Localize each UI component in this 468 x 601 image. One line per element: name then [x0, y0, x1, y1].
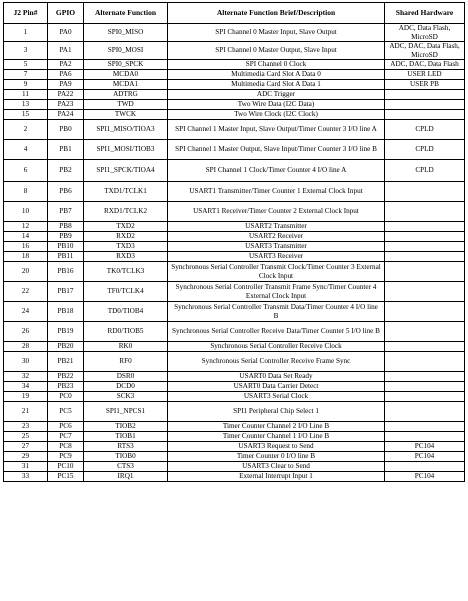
table-row	[4, 342, 465, 352]
cell-alt-function: TXD2	[84, 222, 168, 232]
table-row	[4, 442, 465, 452]
cell-alt-function: SPI1_SPCK/TIOA4	[84, 160, 168, 182]
cell-alt-function: SPI1_MISO/TIOA3	[84, 120, 168, 140]
cell-shared-hardware	[385, 382, 465, 392]
table-row	[4, 202, 465, 222]
cell-gpio: PC0	[48, 392, 84, 402]
cell-alt-function: DCD0	[84, 382, 168, 392]
cell-pin: 12	[4, 222, 48, 232]
table-row	[4, 372, 465, 382]
cell-shared-hardware	[385, 262, 465, 282]
cell-shared-hardware	[385, 392, 465, 402]
cell-gpio: PC9	[48, 452, 84, 462]
cell-shared-hardware: ADC, DAC, Data Flash, MicroSD	[385, 42, 465, 60]
cell-alt-function: SPI0_MISO	[84, 24, 168, 42]
cell-shared-hardware: ADC, DAC, Data Flash	[385, 60, 465, 70]
cell-gpio: PA1	[48, 42, 84, 60]
table-row	[4, 462, 465, 472]
cell-gpio: PB19	[48, 322, 84, 342]
cell-pin: 25	[4, 432, 48, 442]
cell-pin: 24	[4, 302, 48, 322]
cell-pin: 33	[4, 472, 48, 482]
cell-description: Multimedia Card Slot A Data 0	[168, 70, 385, 80]
cell-pin: 9	[4, 80, 48, 90]
table-row	[4, 70, 465, 80]
cell-alt-function: DSR0	[84, 372, 168, 382]
table-row	[4, 452, 465, 462]
cell-gpio: PC7	[48, 432, 84, 442]
cell-alt-function: SCK3	[84, 392, 168, 402]
cell-pin: 23	[4, 422, 48, 432]
cell-pin: 28	[4, 342, 48, 352]
cell-pin: 4	[4, 140, 48, 160]
cell-gpio: PB22	[48, 372, 84, 382]
cell-pin: 3	[4, 42, 48, 60]
cell-alt-function: SPI0_SPCK	[84, 60, 168, 70]
cell-shared-hardware	[385, 202, 465, 222]
cell-alt-function: SPI0_MOSI	[84, 42, 168, 60]
table-row	[4, 422, 465, 432]
cell-pin: 26	[4, 322, 48, 342]
cell-alt-function: SPI1_NPCS1	[84, 402, 168, 422]
cell-gpio: PB17	[48, 282, 84, 302]
cell-pin: 18	[4, 252, 48, 262]
cell-pin: 20	[4, 262, 48, 282]
table-row	[4, 160, 465, 182]
cell-gpio: PC5	[48, 402, 84, 422]
cell-shared-hardware	[385, 182, 465, 202]
cell-description: SPI Channel 1 Clock/Timer Counter 4 I/O line A	[168, 160, 385, 182]
cell-description: SPI Channel 0 Clock	[168, 60, 385, 70]
cell-description: USART1 Receiver/Timer Counter 2 External Clock Input	[168, 202, 385, 222]
cell-alt-function: TWD	[84, 100, 168, 110]
cell-shared-hardware	[385, 110, 465, 120]
cell-gpio: PB11	[48, 252, 84, 262]
cell-shared-hardware	[385, 352, 465, 372]
table-row	[4, 402, 465, 422]
cell-shared-hardware: USER LED	[385, 70, 465, 80]
table-row	[4, 140, 465, 160]
cell-shared-hardware: CPLD	[385, 120, 465, 140]
cell-gpio: PB18	[48, 302, 84, 322]
cell-shared-hardware	[385, 222, 465, 232]
table-row	[4, 472, 465, 482]
table-row	[4, 352, 465, 372]
table-row	[4, 222, 465, 232]
cell-gpio: PB8	[48, 222, 84, 232]
table-row	[4, 282, 465, 302]
table-row	[4, 322, 465, 342]
cell-pin: 6	[4, 160, 48, 182]
cell-alt-function: RF0	[84, 352, 168, 372]
cell-gpio: PB1	[48, 140, 84, 160]
cell-description: Synchronous Serial Controller Transmit Clock/Timer Counter 3 External Clock Input	[168, 262, 385, 282]
cell-description: USART1 Transmitter/Timer Counter 1 External Clock Input	[168, 182, 385, 202]
cell-shared-hardware	[385, 90, 465, 100]
cell-gpio: PB20	[48, 342, 84, 352]
cell-description: Multimedia Card Slot A Data 1	[168, 80, 385, 90]
cell-shared-hardware: PC104	[385, 472, 465, 482]
cell-description: Timer Counter Channel 2 I/O Line B	[168, 422, 385, 432]
table-body	[4, 24, 465, 482]
cell-alt-function: TD0/TIOB4	[84, 302, 168, 322]
cell-alt-function: RXD1/TCLK2	[84, 202, 168, 222]
table-row	[4, 232, 465, 242]
cell-shared-hardware	[385, 232, 465, 242]
cell-description: USART2 Receiver	[168, 232, 385, 242]
table-row	[4, 242, 465, 252]
cell-alt-function: TK0/TCLK3	[84, 262, 168, 282]
cell-pin: 32	[4, 372, 48, 382]
cell-shared-hardware	[385, 282, 465, 302]
cell-gpio: PA9	[48, 80, 84, 90]
cell-pin: 22	[4, 282, 48, 302]
cell-alt-function: RD0/TIOB5	[84, 322, 168, 342]
cell-gpio: PB9	[48, 232, 84, 242]
col-header-alt-function: Alternate Function	[84, 3, 168, 24]
table-row	[4, 182, 465, 202]
table-row	[4, 100, 465, 110]
cell-shared-hardware: PC104	[385, 442, 465, 452]
cell-gpio: PC6	[48, 422, 84, 432]
cell-gpio: PB23	[48, 382, 84, 392]
cell-pin: 27	[4, 442, 48, 452]
cell-description: USART3 Receiver	[168, 252, 385, 262]
cell-shared-hardware: PC104	[385, 452, 465, 462]
cell-shared-hardware	[385, 322, 465, 342]
cell-gpio: PB0	[48, 120, 84, 140]
cell-pin: 1	[4, 24, 48, 42]
cell-gpio: PB16	[48, 262, 84, 282]
cell-shared-hardware: CPLD	[385, 140, 465, 160]
cell-pin: 11	[4, 90, 48, 100]
cell-description: SPI Channel 1 Master Output, Slave Input/Timer Counter 3 I/O line B	[168, 140, 385, 160]
cell-gpio: PB21	[48, 352, 84, 372]
cell-pin: 15	[4, 110, 48, 120]
cell-description: Synchronous Serial Controller Transmit Frame Sync/Timer Counter 4 External Clock Input	[168, 282, 385, 302]
cell-alt-function: TIOB2	[84, 422, 168, 432]
cell-description: Timer Counter 0 I/O line B	[168, 452, 385, 462]
table-row	[4, 432, 465, 442]
cell-gpio: PA0	[48, 24, 84, 42]
cell-shared-hardware	[385, 302, 465, 322]
cell-gpio: PB2	[48, 160, 84, 182]
cell-shared-hardware: CPLD	[385, 160, 465, 182]
cell-gpio: PA2	[48, 60, 84, 70]
cell-alt-function: MCDA1	[84, 80, 168, 90]
cell-pin: 5	[4, 60, 48, 70]
cell-alt-function: TIOB0	[84, 452, 168, 462]
table-row	[4, 90, 465, 100]
cell-description: USART3 Clear to Send	[168, 462, 385, 472]
cell-description: External Interrupt Input 1	[168, 472, 385, 482]
cell-shared-hardware	[385, 422, 465, 432]
cell-description: Synchronous Serial Controller Receive Frame Sync	[168, 352, 385, 372]
col-header-pin: J2 Pin#	[4, 3, 48, 24]
cell-alt-function: TIOB1	[84, 432, 168, 442]
cell-alt-function: TWCK	[84, 110, 168, 120]
cell-alt-function: ADTRG	[84, 90, 168, 100]
cell-shared-hardware	[385, 432, 465, 442]
cell-pin: 7	[4, 70, 48, 80]
cell-pin: 21	[4, 402, 48, 422]
cell-alt-function: RXD2	[84, 232, 168, 242]
cell-description: Timer Counter Channel 1 I/O Line B	[168, 432, 385, 442]
cell-shared-hardware: USER PB	[385, 80, 465, 90]
table-row	[4, 42, 465, 60]
cell-gpio: PA24	[48, 110, 84, 120]
cell-description: USART3 Transmitter	[168, 242, 385, 252]
cell-description: SPI1 Peripheral Chip Select 1	[168, 402, 385, 422]
cell-gpio: PB7	[48, 202, 84, 222]
table-row	[4, 110, 465, 120]
cell-pin: 16	[4, 242, 48, 252]
cell-pin: 31	[4, 462, 48, 472]
cell-alt-function: MCDA0	[84, 70, 168, 80]
cell-description: SPI Channel 1 Master Input, Slave Output/Timer Counter 3 I/O line A	[168, 120, 385, 140]
table-row	[4, 302, 465, 322]
cell-shared-hardware	[385, 462, 465, 472]
cell-pin: 30	[4, 352, 48, 372]
cell-alt-function: RK0	[84, 342, 168, 352]
cell-description: Synchronous Serial Controller Transmit Data/Timer Counter 4 I/O line B	[168, 302, 385, 322]
cell-pin: 10	[4, 202, 48, 222]
table-header	[4, 3, 465, 24]
table-row	[4, 252, 465, 262]
cell-gpio: PA23	[48, 100, 84, 110]
cell-alt-function: RXD3	[84, 252, 168, 262]
cell-shared-hardware	[385, 402, 465, 422]
table-row	[4, 80, 465, 90]
cell-description: ADC Trigger	[168, 90, 385, 100]
cell-pin: 8	[4, 182, 48, 202]
cell-alt-function: SPI1_MOSI/TIOB3	[84, 140, 168, 160]
cell-alt-function: TF0/TCLK4	[84, 282, 168, 302]
cell-description: SPI Channel 0 Master Output, Slave Input	[168, 42, 385, 60]
header-row	[4, 3, 465, 24]
cell-pin: 2	[4, 120, 48, 140]
cell-description: USART0 Data Carrier Detect	[168, 382, 385, 392]
cell-gpio: PA6	[48, 70, 84, 80]
cell-description: Synchronous Serial Controller Receive Clock	[168, 342, 385, 352]
cell-gpio: PB6	[48, 182, 84, 202]
table-row	[4, 24, 465, 42]
cell-alt-function: CTS3	[84, 462, 168, 472]
cell-description: USART3 Serial Clock	[168, 392, 385, 402]
cell-pin: 13	[4, 100, 48, 110]
cell-shared-hardware: ADC, Data Flash, MicroSD	[385, 24, 465, 42]
cell-alt-function: TXD1/TCLK1	[84, 182, 168, 202]
cell-description: USART0 Data Set Ready	[168, 372, 385, 382]
table-row	[4, 382, 465, 392]
cell-pin: 14	[4, 232, 48, 242]
cell-alt-function: TXD3	[84, 242, 168, 252]
table-row	[4, 120, 465, 140]
cell-pin: 29	[4, 452, 48, 462]
cell-shared-hardware	[385, 252, 465, 262]
pin-function-table	[3, 2, 465, 482]
col-header-gpio: GPIO	[48, 3, 84, 24]
cell-gpio: PC10	[48, 462, 84, 472]
cell-description: Two Wire Data (I2C Data)	[168, 100, 385, 110]
cell-description: Synchronous Serial Controller Receive Data/Timer Counter 5 I/O line B	[168, 322, 385, 342]
col-header-description: Alternate Function Brief/Description	[168, 3, 385, 24]
cell-gpio: PC15	[48, 472, 84, 482]
cell-alt-function: IRQ1	[84, 472, 168, 482]
cell-description: SPI Channel 0 Master Input, Slave Output	[168, 24, 385, 42]
cell-shared-hardware	[385, 342, 465, 352]
cell-description: USART2 Transmitter	[168, 222, 385, 232]
cell-pin: 19	[4, 392, 48, 402]
cell-description: Two Wire Clock (I2C Clock)	[168, 110, 385, 120]
cell-shared-hardware	[385, 372, 465, 382]
table-row	[4, 392, 465, 402]
cell-description: USART3 Request to Send	[168, 442, 385, 452]
cell-pin: 34	[4, 382, 48, 392]
table-row	[4, 262, 465, 282]
cell-alt-function: RTS3	[84, 442, 168, 452]
cell-gpio: PA22	[48, 90, 84, 100]
cell-gpio: PC8	[48, 442, 84, 452]
table-row	[4, 60, 465, 70]
cell-shared-hardware	[385, 100, 465, 110]
cell-gpio: PB10	[48, 242, 84, 252]
col-header-shared-hardware: Shared Hardware	[385, 3, 465, 24]
cell-shared-hardware	[385, 242, 465, 252]
